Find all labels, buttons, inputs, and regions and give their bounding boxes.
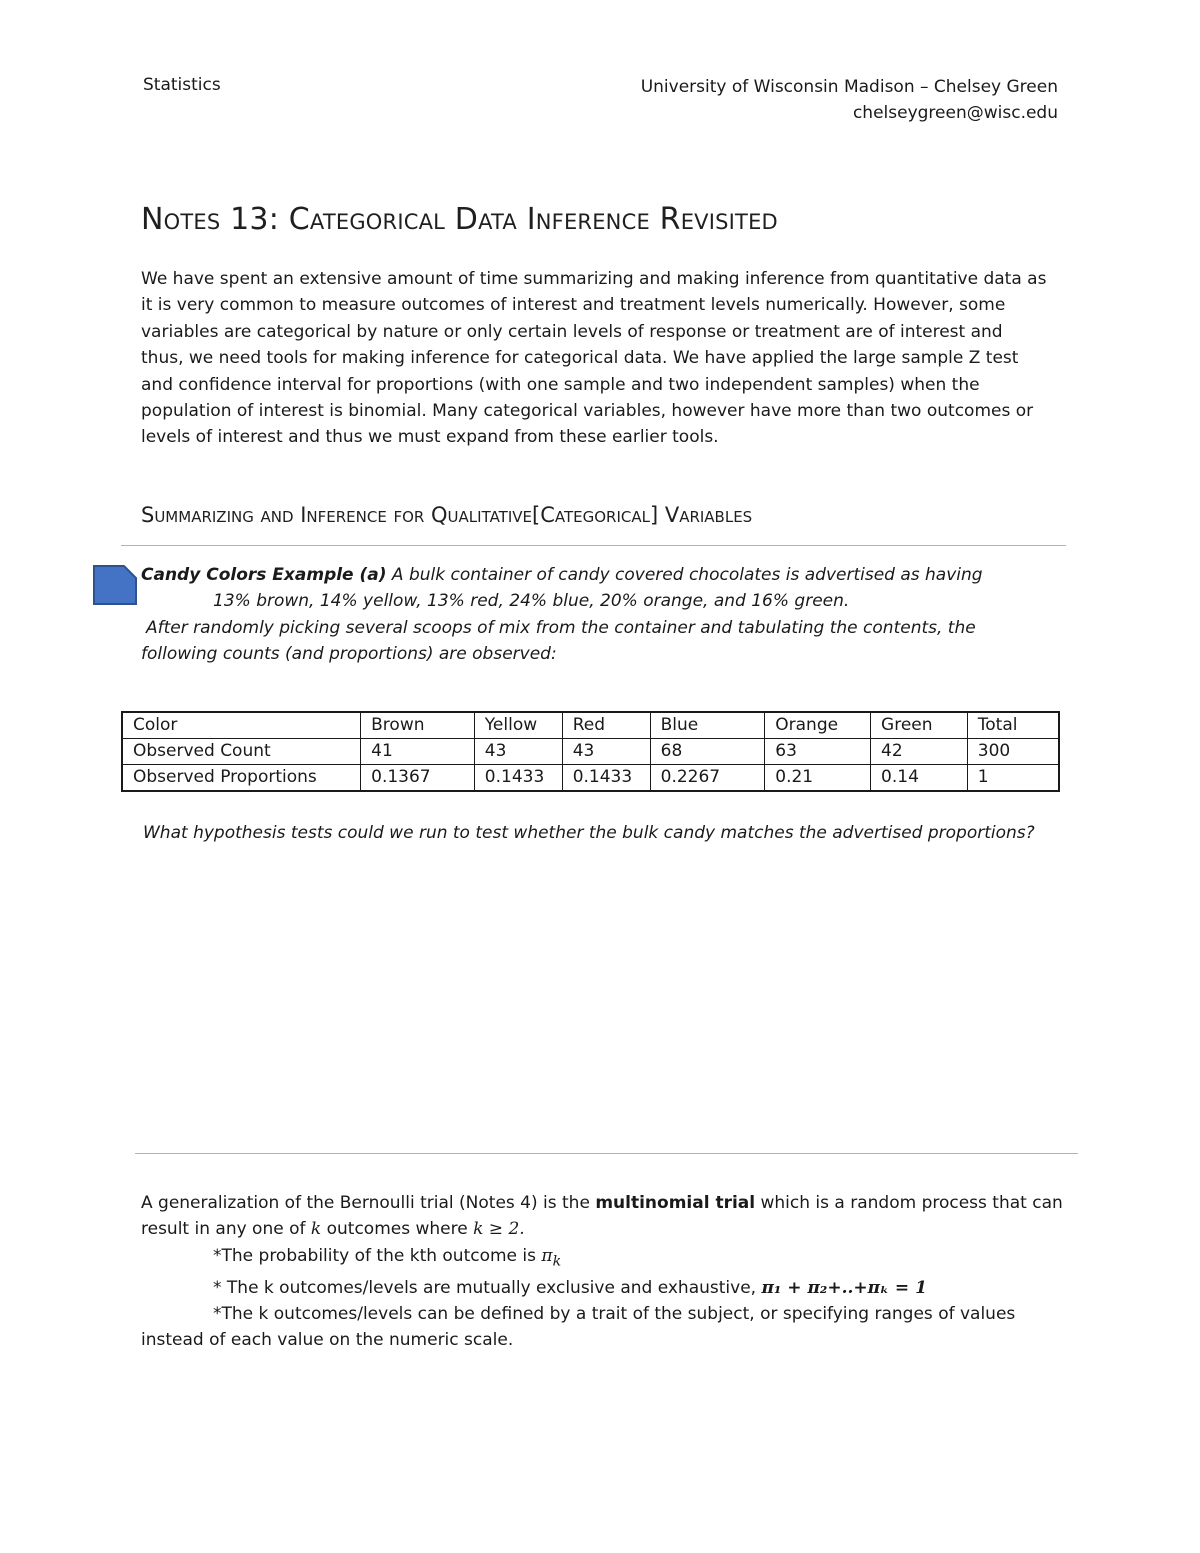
- math-k: k: [310, 1219, 322, 1240]
- table-cell: 0.21: [765, 765, 871, 792]
- course-label: Statistics: [143, 75, 221, 95]
- math-condition: k ≥ 2.: [473, 1219, 525, 1240]
- table-cell: 43: [474, 739, 562, 765]
- table-header-cell: Color: [122, 712, 361, 739]
- table-cell: 43: [562, 739, 650, 765]
- table-header-cell: Blue: [650, 712, 765, 739]
- multinomial-term: multinomial trial: [595, 1193, 756, 1213]
- intro-line: it is very common to measure outcomes of interest and treatment levels numerically. However, some: [141, 295, 1006, 316]
- bullet-text: * The k outcomes/levels are mutually exclusive and exhaustive,: [213, 1277, 762, 1298]
- table-cell: 0.14: [871, 765, 968, 792]
- table-header-cell: Green: [871, 712, 968, 739]
- email-line: chelseygreen@wisc.edu: [852, 103, 1058, 123]
- table-cell: 63: [765, 739, 871, 765]
- intro-line: population of interest is binomial. Many categorical variables, however have more than two outcomes or: [141, 401, 1034, 422]
- table-header-cell: Red: [562, 712, 650, 739]
- bullet-text: *The k outcomes/levels can be defined by a trait of the subject, or specifying ranges of values: [213, 1304, 1016, 1325]
- table-row: [122, 739, 1059, 765]
- observed-data-table: [121, 711, 1060, 792]
- intro-paragraph: [141, 266, 1066, 451]
- table-header-cell: Yellow: [474, 712, 562, 739]
- multinomial-text: result in any one of: [141, 1219, 311, 1240]
- table-cell: 0.2267: [650, 765, 765, 792]
- table-cell: 41: [361, 739, 475, 765]
- intro-line: thus, we need tools for making inference for categorical data. We have applied the large sample Z test: [141, 348, 1019, 369]
- table-cell: Observed Proportions: [122, 765, 361, 792]
- bullet-text: instead of each value on the numeric scale.: [141, 1330, 514, 1351]
- intro-line: levels of interest and thus we must expand from these earlier tools.: [141, 427, 719, 448]
- bullet-text: *The probability of the kth outcome is: [213, 1245, 542, 1266]
- example-text: A bulk container of candy covered chocolates is advertised as having: [386, 565, 983, 585]
- table-cell: Observed Count: [122, 739, 361, 765]
- multinomial-text: which is a random process that can: [755, 1193, 1063, 1213]
- math-pi: π: [541, 1245, 553, 1266]
- page-title: Notes 13: Categorical Data Inference Revisited: [141, 202, 778, 237]
- table-cell: 0.1433: [562, 765, 650, 792]
- example-text: following counts (and proportions) are observed:: [141, 644, 557, 665]
- section-divider: [121, 545, 1066, 546]
- example-proportions: 13% brown, 14% yellow, 13% red, 24% blue, 20% orange, and 16% green.: [213, 591, 850, 612]
- table-cell: 42: [871, 739, 968, 765]
- intro-line: variables are categorical by nature or only certain levels of response or treatment are of interest and: [141, 321, 1003, 342]
- table-cell: 0.1433: [474, 765, 562, 792]
- header-author-block: [641, 74, 1058, 126]
- math-sum: π₁ + π₂+..+πₖ = 1: [761, 1277, 927, 1298]
- table-row: [122, 765, 1059, 792]
- intro-line: and confidence interval for proportions (with one sample and two independent samples) when the: [141, 374, 980, 395]
- institution-line: University of Wisconsin Madison – Chelsey Green: [640, 77, 1058, 97]
- example-text: After randomly picking several scoops of mix from the container and tabulating the contents, the: [146, 617, 976, 638]
- candy-example: [141, 562, 1041, 668]
- section-heading: Summarizing and Inference for Qualitative[Categorical] Variables: [141, 503, 753, 527]
- math-subscript: k: [552, 1253, 562, 1270]
- table-cell: 300: [967, 739, 1059, 765]
- multinomial-text: outcomes where: [321, 1219, 474, 1240]
- table-header-row: [122, 712, 1059, 739]
- example-marker-icon: [92, 564, 138, 606]
- multinomial-paragraph: [141, 1190, 1071, 1354]
- hypothesis-question: What hypothesis tests could we run to test whether the bulk candy matches the advertised proportions?: [143, 823, 1035, 843]
- multinomial-text: A generalization of the Bernoulli trial (Notes 4) is the: [141, 1193, 596, 1213]
- intro-line: We have spent an extensive amount of time summarizing and making inference from quantitative data as: [141, 269, 1047, 289]
- example-label: Candy Colors Example (a): [141, 565, 387, 585]
- table-cell: 68: [650, 739, 765, 765]
- table-cell: 1: [967, 765, 1059, 792]
- table-header-cell: Orange: [765, 712, 871, 739]
- table-cell: 0.1367: [361, 765, 475, 792]
- table-header-cell: Brown: [361, 712, 475, 739]
- section-divider: [135, 1153, 1078, 1154]
- table-header-cell: Total: [967, 712, 1059, 739]
